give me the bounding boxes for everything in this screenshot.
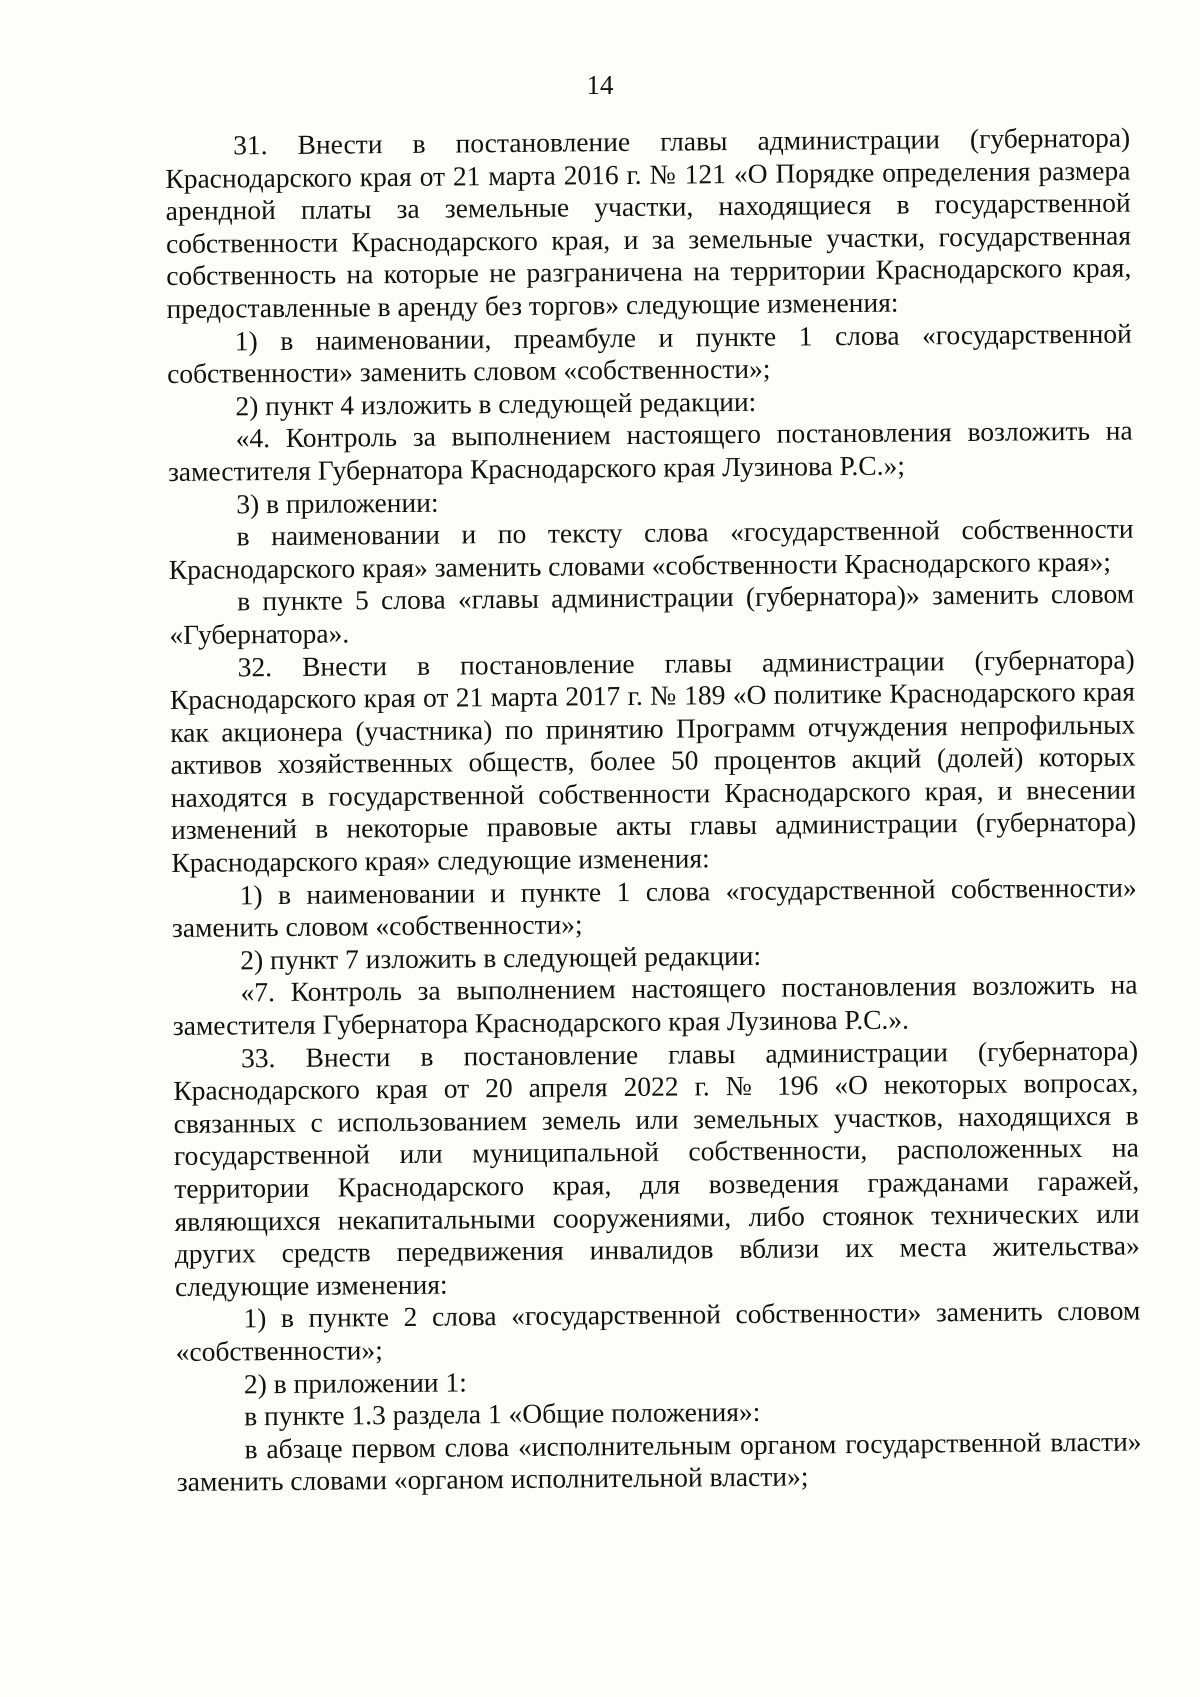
paragraph-subitem-33-1: 1) в пункте 2 слова «государственной собственности» заменить словом «собственности»;	[175, 1294, 1141, 1367]
paragraph-item-31: 31. Внести в постановление главы администрации (губернатора) Краснодарского края от 21 марта 2016 г. № 121 «О Порядке определения размера арендной платы за земельные участки, находящиеся в государственной собственности Краснодарского края, и за земельные участки, государственная собственность на которые не разграничена на территории Краснодарского края, предоставленные в аренду без торгов» следующие изменения:	[165, 121, 1132, 324]
paragraph-subitem-33-2: 2) в приложении 1:	[243, 1365, 467, 1399]
paragraph-subitem-31-3: 3) в приложении:	[236, 486, 439, 519]
paragraph-subitem-32-1: 1) в наименовании и пункте 1 слова «государственной собственности» заменить словом «собственности»;	[171, 871, 1137, 944]
paragraph-subitem-32-2: 2) пункт 7 изложить в следующей редакции:	[240, 939, 762, 976]
paragraph-appendix-change-1: в наименовании и по тексту слова «государственной собственности Краснодарского края» заменить словами «собственности Краснодарского края»;	[168, 512, 1134, 585]
page-number: 14	[586, 70, 614, 100]
paragraph-item-32: 32. Внести в постановление главы администрации (губернатора) Краснодарского края от 21 марта 2017 г. № 189 «О политике Краснодарского края как акционера (участника) по принятию Программ отчуждения непрофильных активов хозяйственных обществ, более 50 процентов акций (долей) которых находятся в государственной собственности Краснодарского края, и внесении изменений в некоторые правовые акты главы администрации (губернатора) Краснодарского края» следующие изменения:	[169, 643, 1137, 879]
document-body	[165, 122, 1142, 1499]
paragraph-section-1-3: в пункте 1.3 раздела 1 «Общие положения»:	[244, 1396, 761, 1432]
paragraph-item-33: 33. Внести в постановление главы администрации (губернатора) Краснодарского края от 20 апреля 2022 г. № 196 «О некоторых вопросах, связанных с использованием земель или земельных участков, находящихся в государственной или муниципальной собственности, расположенных на территории Краснодарского края, для возведения гражданами гаражей, являющихся некапитальными сооружениями, либо стоянок технических или других средств передвижения инвалидов вблизи их места жительства» следующие изменения:	[173, 1034, 1140, 1302]
paragraph-quote-32-point-7: «7. Контроль за выполнением настоящего постановления возложить на заместителя Губернатора Краснодарского края Лузинова Р.С.».	[172, 968, 1138, 1041]
paragraph-first-abzac: в абзаце первом слова «исполнительным органом государственной власти» заменить словами «органом исполнительной власти»;	[176, 1425, 1142, 1498]
paragraph-subitem-31-1: 1) в наименовании, преамбуле и пункте 1 слова «государственной собственности» заменить словом «собственности»;	[166, 317, 1132, 390]
paragraph-subitem-31-2: 2) пункт 4 изложить в следующей редакции:	[235, 385, 757, 422]
paragraph-appendix-change-2: в пункте 5 слова «главы администрации (губернатора)» заменить словом «Губернатора».	[169, 577, 1135, 650]
paragraph-quote-31-point-4: «4. Контроль за выполнением настоящего постановления возложить на заместителя Губернатора Краснодарского края Лузинова Р.С.»;	[167, 414, 1133, 487]
